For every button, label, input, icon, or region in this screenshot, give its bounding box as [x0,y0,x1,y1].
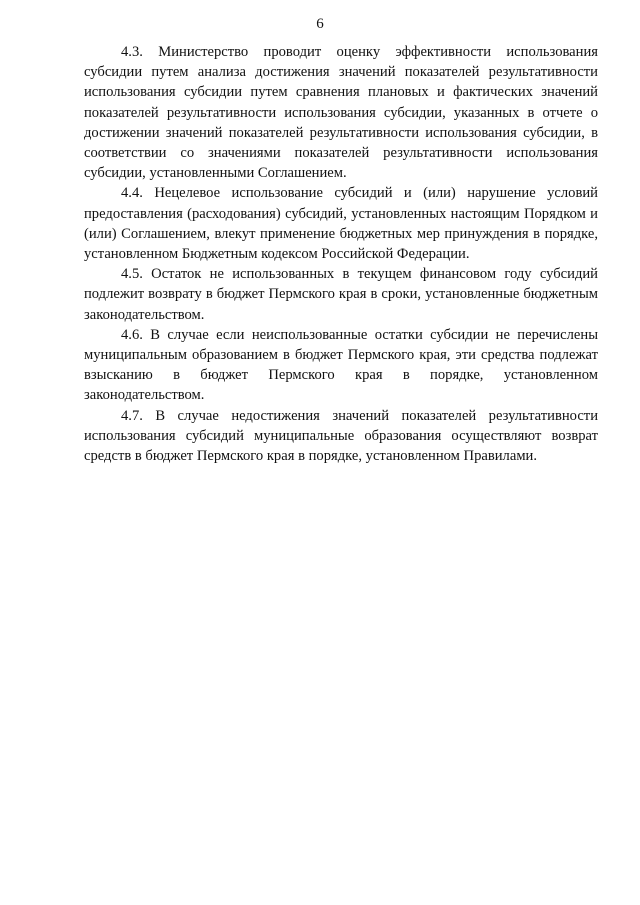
paragraph-4-3: 4.3. Министерство проводит оценку эффективности использования субсидии путем анализа достижения значений показателей результативности использования субсидии путем сравнения плановых и фактических значений показателей результативности использования субсидии, указанных в отчете о достижении значений показателей результативности использования субсидии, в соответствии со значениями показателей результативности использования субсидии, установленными Соглашением. [84,44,598,182]
page-number: 6 [316,16,324,32]
paragraph-4-5: 4.5. Остаток не использованных в текущем финансовом году субсидий подлежит возврату в бюджет Пермского края в сроки, установленные бюджетным законодательством. [84,266,598,323]
paragraph-4-6: 4.6. В случае если неиспользованные остатки субсидии не перечислены муниципальным образованием в бюджет Пермского края, эти средства подлежат взысканию в бюджет Пермского края в порядке, установленном законодательством. [84,326,598,404]
document-body [84,42,598,466]
paragraph-4-7: 4.7. В случае недостижения значений показателей результативности использования субсидий муниципальные образования осуществляют возврат средств в бюджет Пермского края в порядке, установленном Правилами. [84,407,598,465]
paragraph-4-4: 4.4. Нецелевое использование субсидий и (или) нарушение условий предоставления (расходования) субсидий, установленных настоящим Порядком и (или) Соглашением, влекут применение бюджетных мер принуждения в порядке, установленном Бюджетным кодексом Российской Федерации. [84,185,598,263]
